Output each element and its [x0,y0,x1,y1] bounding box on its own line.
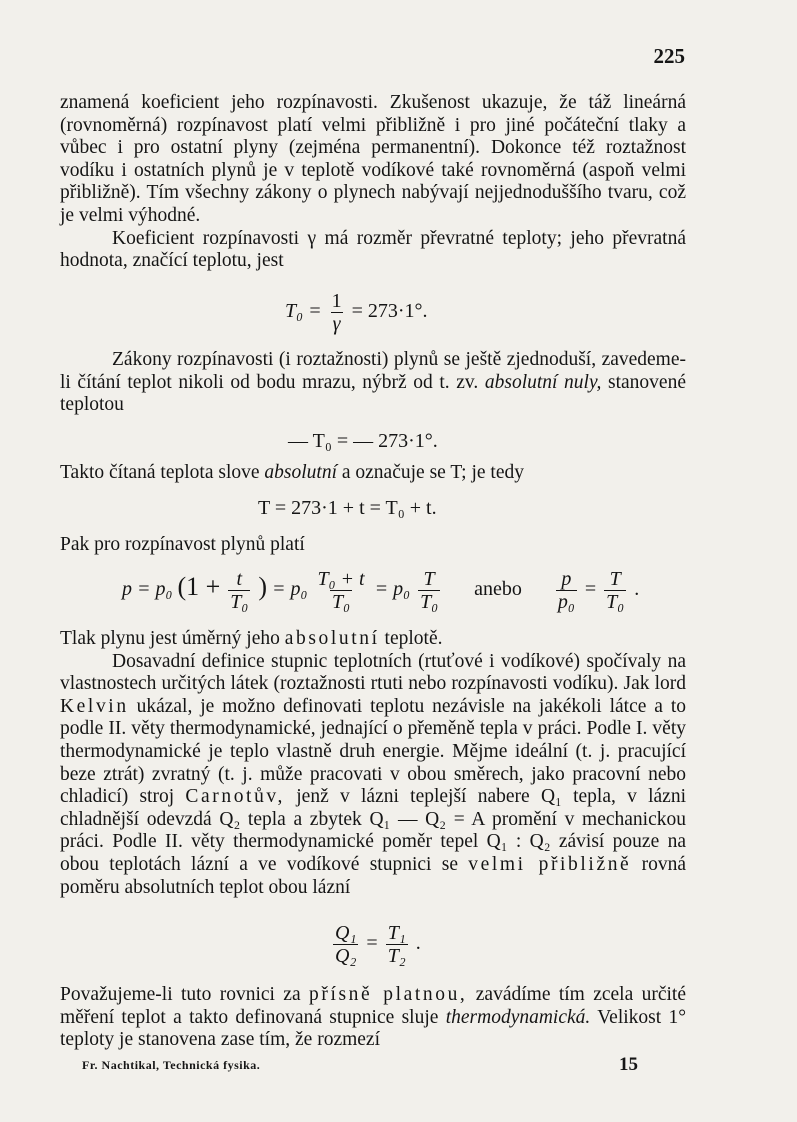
fraction-T-over-T0 [418,568,440,613]
paragraph-6-text-a: Tlak plynu jest úměrný jeho [60,628,280,649]
paragraph-6-spaced: absolutní [284,628,380,649]
paragraph-block-5 [60,628,686,899]
fraction-T0-plus-t-over-T0 [315,568,366,613]
formula-period: . [634,578,640,601]
formula-equals: = [366,932,378,955]
fraction-numerator: T₀ + t [317,568,365,590]
formula-p-equals: p = p₀ [122,578,173,601]
fraction-numerator: Q₁ [335,922,357,944]
paragraph-1: znamená koeficient jeho rozpínavosti. Zkušenost ukazuje, že táž lineárná (rovnoměrná) rozpínavost platí velmi přibližně i pro jiné počáteční tlaky a vůbec i pro ostatní plyny (zejména permanentní). Dokonce též roztažnost vodíku i ostatních plynů je v teplotě vodíkové také rovnoměrná (aspoň velmi přibližně). Tím všechny zákony o plynech nabývají nejjednoduššího tvaru, což je velmi výhodné. [60,92,686,226]
fraction-t-over-T0 [228,568,250,613]
paragraph-3-text-a: Zákony rozpínavosti (i roztažnosti) plynů se ještě zjednoduší, zavedeme-li čítání teplot nikoli od bodu mrazu, nýbrž od t. zv. [60,349,686,393]
fraction-numerator: T [609,568,621,590]
fraction-denominator: T₂ [387,945,406,967]
formula-equals: = [584,578,597,601]
formula-negative-T0: — T₀ = — 273·1°. [288,430,438,452]
formula-equals-p0-b: = p₀ [374,578,411,601]
paragraph-7-text-b: ukázal, je možno definovati teplotu nezávisle na jakékoli látce a to podle II. věty thermodynamické, jednající o přeměně tepla v práci. Podle I. věty thermodynamické je teplo vlastně druh energie. Mějme ideální (t. j. pracující beze ztrát) zvratný (t. j. může pracovati v obou směrech, jako pracovní nebo chladicí) stroj [60,695,686,808]
fraction-denominator: T₀ [606,591,625,613]
paragraph-3-emphasis: absolutní nuly, [484,371,602,393]
formula-gas-expansion [122,568,639,613]
paragraph-5: Pak pro rozpínavost plynů platí [60,534,305,555]
formula-T0-rhs: = 273·1°. [351,300,428,323]
formula-equals-p0-a: = p₀ [272,578,308,601]
paragraph-8-text-c: Velikost 1° teploty je stanovena zase tím, že rozmezí [60,1006,687,1051]
fraction-denominator: γ [332,313,341,335]
paragraph-8 [60,984,686,1052]
paragraph-block-1 [60,92,686,273]
formula-close-paren: ) [258,572,268,602]
paragraph-4-text-b: a označuje se T; je tedy [341,462,524,483]
page-footer [82,1054,638,1075]
paragraph-3 [60,349,686,417]
paragraph-7-text-d: rovná poměru absolutních teplot obou lázní [60,853,687,898]
fraction-numerator: p [561,568,572,590]
paragraph-7-text-a: Dosavadní definice stupnic teplotních (rtuťové i vodíkové) spočívaly na vlastnostech určitých látek (roztažnosti rtuti nebo rozpínavosti vodíku). Jak lord [60,650,686,695]
paragraph-block-2 [60,349,686,417]
paragraph-7-spaced-kelvin: Kelvin [60,695,129,717]
formula-T0-lhs: T₀ = [285,300,322,323]
paragraph-7-text-c: jenž v lázni teplejší nabere Q₁ tepla, v lázni chladnější odevzdá Q₂ tepla a zbytek Q₁ — Q₂ = A promění v mechanickou práci. Podle II. věty thermodynamické poměr tepel Q₁ : Q₂ závisí pouze na obou teplotách lázní a ve vodíkové stupnici se [60,786,687,875]
footer-sheet-number: 15 [619,1054,638,1075]
fraction-T-over-T0-b [604,568,626,613]
paragraph-8-text-a: Považujeme-li tuto rovnici za [60,984,301,1005]
formula-absolute-temperature: T = 273·1 + t = T₀ + t. [258,497,437,519]
paragraph-6-text-b: teplotě. [384,628,443,649]
fraction-T1-over-T2 [386,922,408,967]
fraction-denominator: T₀ [420,591,439,613]
formula-anebo: anebo [474,578,522,601]
fraction-numerator: t [236,568,243,590]
paragraph-8-emphasis: thermodynamická. [445,1006,591,1028]
formula-open-paren: (1 + [177,572,221,602]
footer-author: Fr. Nachtikal, Technická fysika. [82,1058,261,1072]
paragraph-block-3 [60,462,686,485]
formula-T0 [285,290,428,335]
paragraph-4-text-a: Takto čítaná teplota slove [60,462,260,483]
paragraph-8-text-b: zavádíme tím zcela určité měření teplot a takto definovaná stupnice sluje [60,984,687,1028]
fraction-numerator: T₁ [387,922,406,944]
paragraph-3-text-b: stanovené teplotou [60,371,686,416]
fraction-denominator: T₀ [332,591,351,613]
paragraph-7-spaced-carnot: Carnotův, [185,786,285,808]
fraction-denominator: Q₂ [335,945,357,967]
fraction-numerator: 1 [331,290,342,312]
paragraph-7-spaced-priblizne: velmi přibližně [468,853,632,875]
page-number: 225 [653,44,685,68]
fraction-Q1-over-Q2 [333,922,358,967]
formula-heat-ratio [330,922,421,967]
fraction-p-over-p0 [556,568,577,613]
paragraph-6 [60,628,686,651]
paragraph-2: Koeficient rozpínavosti γ má rozměr převratné teploty; jeho převratná hodnota, značící teplotu, jest [60,227,686,272]
paragraph-7 [60,651,686,900]
fraction-denominator: T₀ [230,591,249,613]
paragraph-8-spaced: přísně platnou, [309,984,468,1005]
paragraph-block-4 [60,534,686,557]
paragraph-4-emphasis: absolutní [264,462,337,483]
paragraph-4 [60,462,686,485]
fraction-1-over-gamma [330,290,344,335]
paragraph-block-6 [60,984,686,1052]
fraction-denominator: p₀ [557,591,575,613]
formula-period: . [415,932,421,955]
fraction-numerator: T [423,568,435,590]
